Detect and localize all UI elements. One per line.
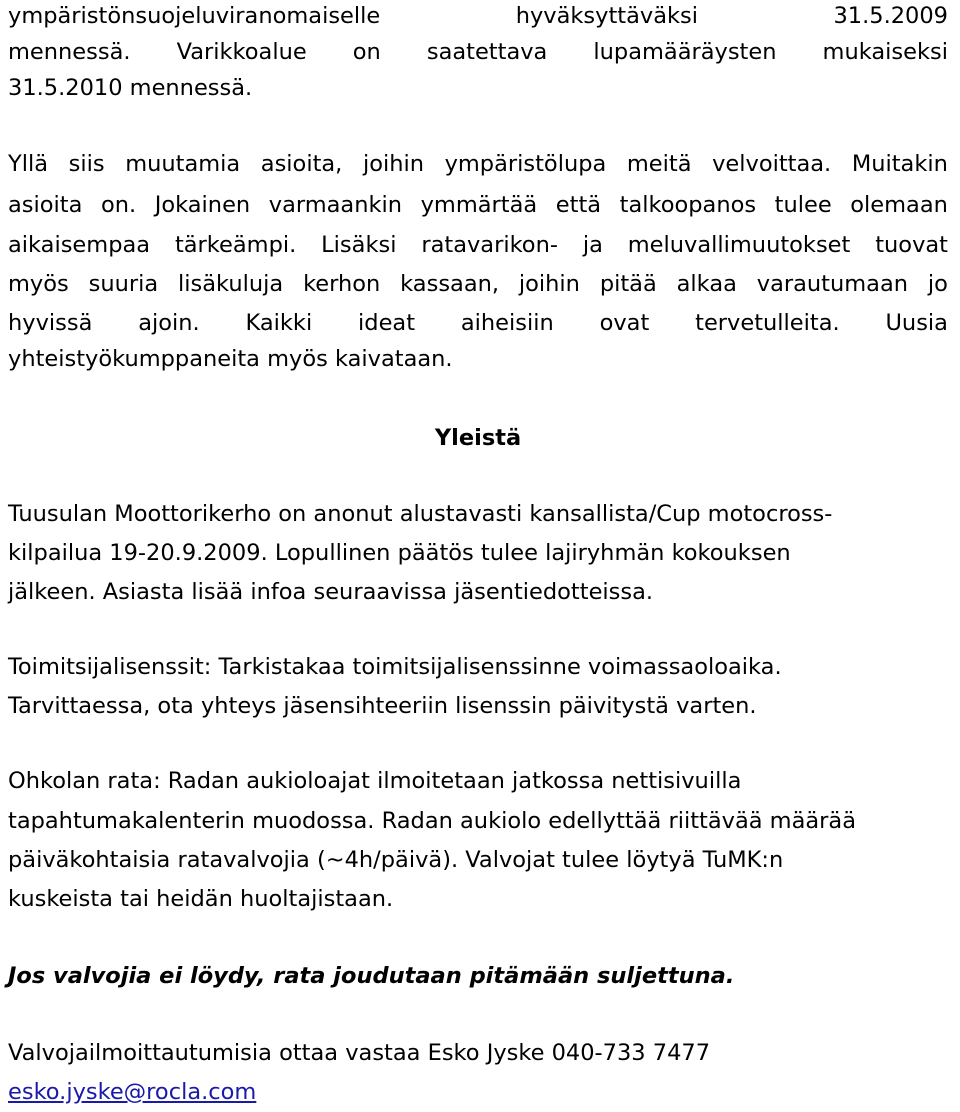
word: jo [927, 271, 948, 297]
word: 31.5.2009 [833, 3, 948, 29]
paragraph5-line4: kuskeista tai heidän huoltajistaan. [8, 886, 394, 912]
paragraph2-line1 [8, 148, 948, 180]
word: aiheisiin [460, 310, 554, 336]
word: että [555, 192, 602, 218]
word: ideat [358, 310, 416, 336]
word: on. [100, 192, 137, 218]
word: mukaiseksi [822, 39, 948, 65]
word: myös [8, 271, 69, 297]
word: asioita, [260, 151, 343, 177]
word: varmaankin [268, 192, 403, 218]
paragraph3-line1: Tuusulan Moottorikerho on anonut alustavasti kansallista/Cup motocross- [8, 501, 833, 527]
paragraph4-line2: Tarvittaessa, ota yhteys jäsensihteeriin lisenssin päivitystä varten. [8, 693, 757, 719]
word: tervetulleita. [695, 310, 840, 336]
word: aikaisempaa [8, 232, 151, 258]
word: mennessä. [8, 39, 131, 65]
word: asioita [8, 192, 83, 218]
word: Lisäksi [321, 232, 397, 258]
word: tärkeämpi. [174, 232, 297, 258]
word: ja [582, 232, 603, 258]
word: Jokainen [154, 192, 251, 218]
word: pitää [599, 271, 657, 297]
paragraph1-line2 [8, 36, 948, 68]
word: meluvallimuutokset [627, 232, 851, 258]
word: kassaan, [400, 271, 500, 297]
paragraph2-line3 [8, 229, 948, 261]
word: Muitakin [851, 151, 948, 177]
word: lupamääräysten [593, 39, 777, 65]
paragraph2-line2 [8, 189, 948, 221]
word: on [352, 39, 381, 65]
word: ympäristölupa [444, 151, 607, 177]
paragraph1-line1 [8, 0, 948, 32]
word: talkoopanos [619, 192, 757, 218]
word: meitä [626, 151, 692, 177]
word: olemaan [850, 192, 948, 218]
word: varautumaan [756, 271, 909, 297]
paragraph3-line3: jälkeen. Asiasta lisää infoa seuraavissa jäsentiedotteissa. [8, 579, 654, 605]
word: lisäkuluja [178, 271, 284, 297]
paragraph3-line2: kilpailua 19-20.9.2009. Lopullinen päätös tulee lajiryhmän kokouksen [8, 540, 791, 566]
paragraph5-line2: tapahtumakalenterin muodossa. Radan aukiolo edellyttää riittävää määrää [8, 808, 856, 834]
word: Kaikki [245, 310, 313, 336]
closure-warning: Jos valvojia ei löydy, rata joudutaan pitämään suljettuna. [8, 963, 735, 989]
word: Varikkoalue [176, 39, 307, 65]
word: Uusia [885, 310, 948, 336]
word: ratavarikon- [421, 232, 558, 258]
contact-email-row [8, 1076, 256, 1108]
word: ymmärtää [420, 192, 538, 218]
contact-line: Valvojailmoittautumisia ottaa vastaa Esko Jyske 040-733 7477 [8, 1040, 711, 1066]
word: siis [68, 151, 105, 177]
paragraph2-line5 [8, 307, 948, 339]
word: Yllä [8, 151, 49, 177]
word: suuria [88, 271, 159, 297]
word: hyväksyttäväksi [515, 3, 698, 29]
word: saatettava [426, 39, 548, 65]
word: ympäristönsuojeluviranomaiselle [8, 3, 381, 29]
word: alkaa [676, 271, 737, 297]
word: velvoittaa. [712, 151, 832, 177]
email-link[interactable]: esko.jyske@rocla.com [8, 1079, 257, 1105]
word: tuovat [875, 232, 948, 258]
paragraph5-line1: Ohkolan rata: Radan aukioloajat ilmoitetaan jatkossa nettisivuilla [8, 768, 742, 794]
paragraph2-line6: yhteistyökumppaneita myös kaivataan. [8, 346, 453, 372]
word: joihin [362, 151, 424, 177]
word: hyvissä [8, 310, 93, 336]
word: ajoin. [138, 310, 200, 336]
word: ovat [599, 310, 650, 336]
word: joihin [518, 271, 580, 297]
word: tulee [774, 192, 832, 218]
word: kerhon [303, 271, 381, 297]
section-heading: Yleistä [434, 425, 522, 451]
paragraph5-line3: päiväkohtaisia ratavalvojia (~4h/päivä). Valvojat tulee löytyä TuMK:n [8, 847, 784, 873]
word: muutamia [125, 151, 241, 177]
paragraph2-line4 [8, 268, 948, 300]
paragraph4-line1: Toimitsijalisenssit: Tarkistakaa toimitsijalisenssinne voimassaoloaika. [8, 654, 782, 680]
paragraph1-line3: 31.5.2010 mennessä. [8, 75, 253, 101]
